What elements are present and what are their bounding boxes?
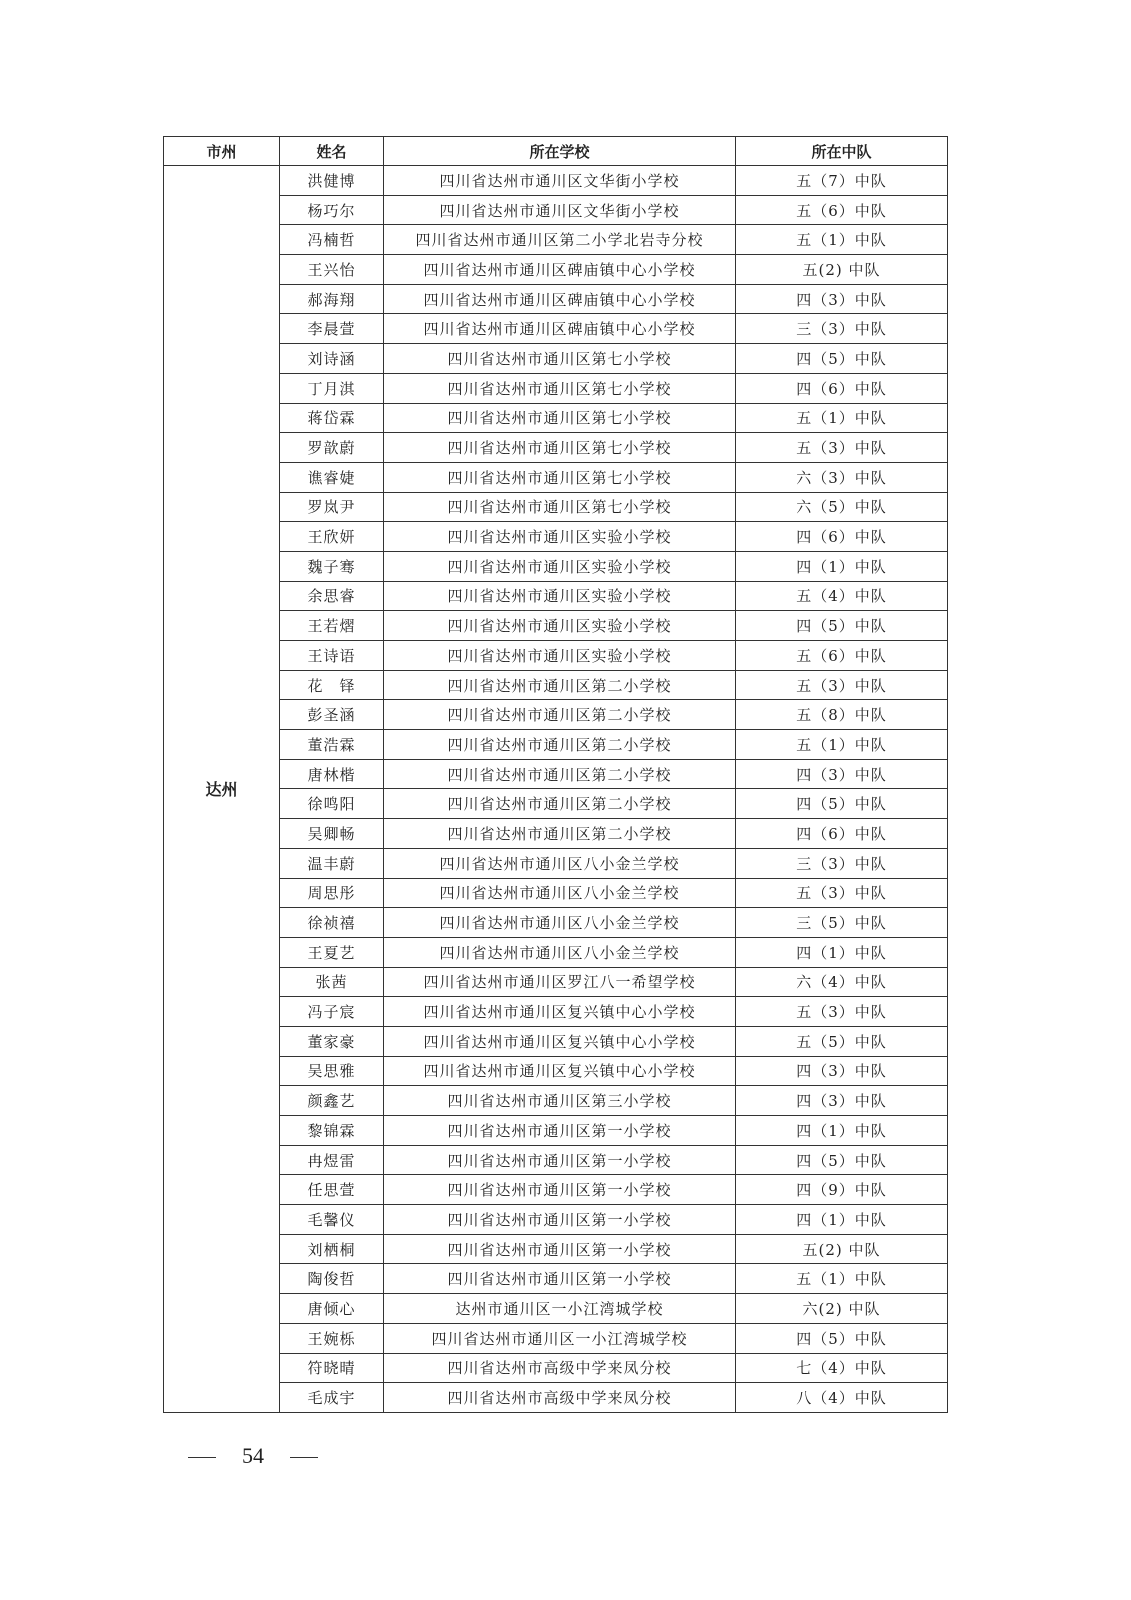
name-cell: 张茜 — [280, 967, 384, 997]
squad-cell: 四（5）中队 — [736, 611, 948, 641]
squad-cell: 六(2) 中队 — [736, 1294, 948, 1324]
squad-cell: 四（3）中队 — [736, 1086, 948, 1116]
table-row — [164, 1056, 948, 1086]
squad-cell: 五（7）中队 — [736, 166, 948, 196]
school-cell: 四川省达州市通川区第七小学校 — [384, 344, 736, 374]
school-cell: 四川省达州市通川区碑庙镇中心小学校 — [384, 284, 736, 314]
table-row — [164, 1086, 948, 1116]
name-cell: 颜鑫艺 — [280, 1086, 384, 1116]
name-cell: 彭圣涵 — [280, 700, 384, 730]
squad-cell: 五(2) 中队 — [736, 1234, 948, 1264]
squad-cell: 五（1）中队 — [736, 403, 948, 433]
table-row — [164, 344, 948, 374]
name-cell: 王诗语 — [280, 641, 384, 671]
squad-cell: 四（1）中队 — [736, 937, 948, 967]
school-cell: 四川省达州市通川区第一小学校 — [384, 1116, 736, 1146]
name-cell: 花 铎 — [280, 670, 384, 700]
school-cell: 四川省达州市通川区第二小学校 — [384, 789, 736, 819]
name-cell: 唐倾心 — [280, 1294, 384, 1324]
school-cell: 四川省达州市通川区八小金兰学校 — [384, 878, 736, 908]
squad-cell: 五（5）中队 — [736, 1026, 948, 1056]
name-cell: 王欣妍 — [280, 522, 384, 552]
school-cell: 四川省达州市通川区第七小学校 — [384, 492, 736, 522]
school-cell: 四川省达州市通川区第二小学校 — [384, 700, 736, 730]
table-row — [164, 730, 948, 760]
table-row — [164, 1205, 948, 1235]
table-row — [164, 1264, 948, 1294]
squad-cell: 四（5）中队 — [736, 1323, 948, 1353]
squad-cell: 四（1）中队 — [736, 1116, 948, 1146]
school-cell: 四川省达州市通川区第一小学校 — [384, 1175, 736, 1205]
squad-cell: 四（1）中队 — [736, 1205, 948, 1235]
school-cell: 四川省达州市通川区实验小学校 — [384, 522, 736, 552]
name-cell: 罗歆蔚 — [280, 433, 384, 463]
name-cell: 冉煜雷 — [280, 1145, 384, 1175]
squad-cell: 六（4）中队 — [736, 967, 948, 997]
table-row — [164, 1323, 948, 1353]
table-row — [164, 937, 948, 967]
school-cell: 四川省达州市通川区复兴镇中心小学校 — [384, 1026, 736, 1056]
name-cell: 黎锦霖 — [280, 1116, 384, 1146]
table-header-row — [164, 137, 948, 166]
table-row — [164, 1175, 948, 1205]
squad-cell: 四（1）中队 — [736, 551, 948, 581]
school-cell: 四川省达州市通川区碑庙镇中心小学校 — [384, 255, 736, 285]
table-row — [164, 878, 948, 908]
city-cell: 达州 — [164, 166, 280, 1413]
school-cell: 四川省达州市通川区第二小学校 — [384, 730, 736, 760]
squad-cell: 四（5）中队 — [736, 789, 948, 819]
header-city: 市州 — [164, 137, 280, 166]
table-row — [164, 819, 948, 849]
school-cell: 四川省达州市通川区八小金兰学校 — [384, 937, 736, 967]
school-cell: 四川省达州市通川区实验小学校 — [384, 611, 736, 641]
name-cell: 郝海翔 — [280, 284, 384, 314]
school-cell: 四川省达州市通川区实验小学校 — [384, 581, 736, 611]
name-cell: 徐鸣阳 — [280, 789, 384, 819]
name-cell: 董家豪 — [280, 1026, 384, 1056]
squad-cell: 四（9）中队 — [736, 1175, 948, 1205]
table-row — [164, 1026, 948, 1056]
school-cell: 四川省达州市通川区第七小学校 — [384, 462, 736, 492]
name-cell: 刘栖桐 — [280, 1234, 384, 1264]
name-cell: 李晨萱 — [280, 314, 384, 344]
table-row — [164, 225, 948, 255]
table-row — [164, 581, 948, 611]
name-cell: 丁月淇 — [280, 373, 384, 403]
name-cell: 王若熠 — [280, 611, 384, 641]
table-row — [164, 166, 948, 196]
squad-cell: 五（1）中队 — [736, 1264, 948, 1294]
school-cell: 四川省达州市通川区第一小学校 — [384, 1264, 736, 1294]
squad-cell: 七（4）中队 — [736, 1353, 948, 1383]
header-school: 所在学校 — [384, 137, 736, 166]
name-cell: 刘诗涵 — [280, 344, 384, 374]
name-cell: 洪健博 — [280, 166, 384, 196]
name-cell: 冯楠哲 — [280, 225, 384, 255]
table-row — [164, 759, 948, 789]
school-cell: 四川省达州市通川区复兴镇中心小学校 — [384, 1056, 736, 1086]
table-row — [164, 670, 948, 700]
squad-cell: 五（4）中队 — [736, 581, 948, 611]
name-cell: 符晓晴 — [280, 1353, 384, 1383]
school-cell: 四川省达州市通川区八小金兰学校 — [384, 848, 736, 878]
name-cell: 谯睿婕 — [280, 462, 384, 492]
squad-cell: 四（5）中队 — [736, 344, 948, 374]
school-cell: 四川省达州市通川区第一小学校 — [384, 1234, 736, 1264]
table-row — [164, 195, 948, 225]
squad-cell: 四（5）中队 — [736, 1145, 948, 1175]
name-cell: 徐祯禧 — [280, 908, 384, 938]
squad-cell: 八（4）中队 — [736, 1383, 948, 1413]
table-row — [164, 1383, 948, 1413]
name-cell: 冯子宸 — [280, 997, 384, 1027]
name-cell: 吴思雅 — [280, 1056, 384, 1086]
name-cell: 董浩霖 — [280, 730, 384, 760]
school-cell: 四川省达州市通川区第二小学校 — [384, 819, 736, 849]
table-row — [164, 255, 948, 285]
squad-cell: 五（8）中队 — [736, 700, 948, 730]
header-squad: 所在中队 — [736, 137, 948, 166]
name-cell: 魏子骞 — [280, 551, 384, 581]
squad-cell: 三（3）中队 — [736, 848, 948, 878]
name-cell: 毛成宇 — [280, 1383, 384, 1413]
name-cell: 温丰蔚 — [280, 848, 384, 878]
name-cell: 蒋岱霖 — [280, 403, 384, 433]
header-name: 姓名 — [280, 137, 384, 166]
table-row — [164, 1116, 948, 1146]
table-row — [164, 611, 948, 641]
table-row — [164, 997, 948, 1027]
school-cell: 四川省达州市通川区第二小学校 — [384, 670, 736, 700]
table-row — [164, 848, 948, 878]
squad-cell: 四（6）中队 — [736, 373, 948, 403]
table-row — [164, 908, 948, 938]
name-cell: 毛馨仪 — [280, 1205, 384, 1235]
squad-cell: 五（6）中队 — [736, 641, 948, 671]
table-row — [164, 641, 948, 671]
school-cell: 四川省达州市通川区实验小学校 — [384, 641, 736, 671]
name-cell: 王婉栎 — [280, 1323, 384, 1353]
school-cell: 四川省达州市通川区第一小学校 — [384, 1145, 736, 1175]
table-body — [164, 166, 948, 1413]
squad-cell: 五（3）中队 — [736, 670, 948, 700]
table-row — [164, 551, 948, 581]
name-cell: 周思彤 — [280, 878, 384, 908]
squad-cell: 五（3）中队 — [736, 433, 948, 463]
page-footer — [188, 1443, 318, 1469]
school-cell: 四川省达州市高级中学来凤分校 — [384, 1353, 736, 1383]
name-cell: 任思萱 — [280, 1175, 384, 1205]
table-row — [164, 284, 948, 314]
table-row — [164, 492, 948, 522]
table-row — [164, 1294, 948, 1324]
table-row — [164, 522, 948, 552]
school-cell: 四川省达州市通川区第一小学校 — [384, 1205, 736, 1235]
school-cell: 四川省达州市通川区八小金兰学校 — [384, 908, 736, 938]
school-cell: 四川省达州市通川区文华街小学校 — [384, 195, 736, 225]
name-cell: 唐林楷 — [280, 759, 384, 789]
squad-cell: 六（5）中队 — [736, 492, 948, 522]
name-cell: 余思睿 — [280, 581, 384, 611]
table-row — [164, 462, 948, 492]
school-cell: 四川省达州市通川区文华街小学校 — [384, 166, 736, 196]
squad-cell: 三（5）中队 — [736, 908, 948, 938]
name-cell: 罗岚尹 — [280, 492, 384, 522]
table-row — [164, 789, 948, 819]
school-cell: 四川省达州市通川区第七小学校 — [384, 433, 736, 463]
footer-dash-left — [188, 1457, 216, 1458]
name-cell: 陶俊哲 — [280, 1264, 384, 1294]
name-cell: 杨巧尔 — [280, 195, 384, 225]
squad-cell: 五（3）中队 — [736, 997, 948, 1027]
table-row — [164, 1145, 948, 1175]
name-cell: 王兴怡 — [280, 255, 384, 285]
table-row — [164, 1234, 948, 1264]
page-number: 54 — [242, 1443, 264, 1468]
name-cell: 王夏艺 — [280, 937, 384, 967]
school-cell: 四川省达州市通川区第二小学校 — [384, 759, 736, 789]
name-cell: 吴卿畅 — [280, 819, 384, 849]
school-cell: 四川省达州市通川区罗江八一希望学校 — [384, 967, 736, 997]
squad-cell: 四（3）中队 — [736, 759, 948, 789]
school-cell: 四川省达州市通川区第二小学北岩寺分校 — [384, 225, 736, 255]
table-row — [164, 700, 948, 730]
footer-dash-right — [290, 1457, 318, 1458]
table-row — [164, 373, 948, 403]
school-cell: 四川省达州市通川区第七小学校 — [384, 373, 736, 403]
table-row — [164, 433, 948, 463]
table-row — [164, 967, 948, 997]
squad-cell: 四（3）中队 — [736, 1056, 948, 1086]
school-cell: 达州市通川区一小江湾城学校 — [384, 1294, 736, 1324]
school-cell: 四川省达州市通川区第三小学校 — [384, 1086, 736, 1116]
school-cell: 四川省达州市通川区第七小学校 — [384, 403, 736, 433]
table-row — [164, 314, 948, 344]
school-cell: 四川省达州市通川区一小江湾城学校 — [384, 1323, 736, 1353]
roster-table — [163, 136, 948, 1413]
school-cell: 四川省达州市通川区实验小学校 — [384, 551, 736, 581]
school-cell: 四川省达州市通川区复兴镇中心小学校 — [384, 997, 736, 1027]
school-cell: 四川省达州市通川区碑庙镇中心小学校 — [384, 314, 736, 344]
school-cell: 四川省达州市高级中学来凤分校 — [384, 1383, 736, 1413]
squad-cell: 四（6）中队 — [736, 819, 948, 849]
table-row — [164, 1353, 948, 1383]
squad-cell: 六（3）中队 — [736, 462, 948, 492]
squad-cell: 五(2) 中队 — [736, 255, 948, 285]
squad-cell: 四（6）中队 — [736, 522, 948, 552]
squad-cell: 五（1）中队 — [736, 730, 948, 760]
squad-cell: 五（3）中队 — [736, 878, 948, 908]
squad-cell: 四（3）中队 — [736, 284, 948, 314]
squad-cell: 五（1）中队 — [736, 225, 948, 255]
squad-cell: 三（3）中队 — [736, 314, 948, 344]
table-row — [164, 403, 948, 433]
squad-cell: 五（6）中队 — [736, 195, 948, 225]
